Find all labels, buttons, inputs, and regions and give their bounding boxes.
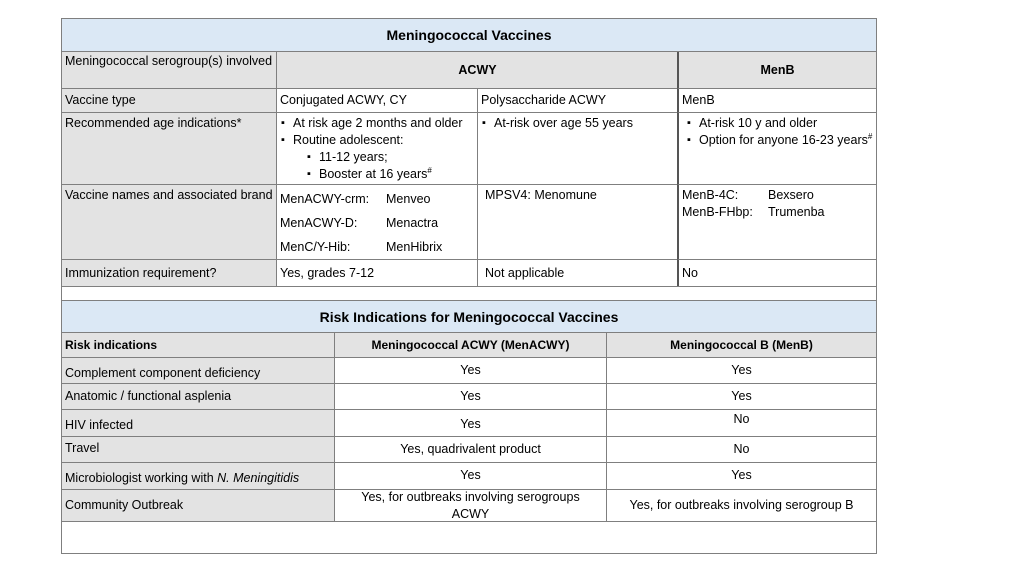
vaccine-name: MenACWY-crm:: [280, 192, 370, 206]
risk-header-indications: Risk indications: [62, 333, 334, 357]
vaccine-brand: Trumenba: [768, 205, 825, 219]
footnote-mark: #: [867, 131, 873, 141]
brand-row: [280, 211, 474, 235]
brand-row: [682, 187, 873, 204]
vaccine-names-polysaccharide: MPSV4: Menomune: [477, 184, 678, 259]
risk-acwy-outbreak: Yes, for outbreaks involving serogroups ACWY: [334, 489, 606, 522]
age-menb-item-2: [686, 132, 873, 149]
vaccine-name: MenB-4C:: [682, 188, 739, 202]
footnote-mark: #: [427, 165, 432, 175]
risk-menb-hiv: No: [606, 409, 876, 436]
vaccine-names-menb: [677, 184, 876, 259]
vaccine-type-conjugated: Conjugated ACWY, CY: [276, 88, 477, 112]
serogroup-label: Meningococcal serogroup(s) involved: [62, 52, 276, 88]
risk-menb-outbreak: Yes, for outbreaks involving serogroup B: [606, 489, 876, 522]
vaccine-type-label: Vaccine type: [62, 88, 276, 112]
vaccine-name: MenC/Y-Hib:: [280, 240, 351, 254]
immunization-label: Immunization requirement?: [62, 259, 276, 286]
risk-acwy-hiv: Yes: [334, 409, 606, 436]
risk-acwy-travel: Yes, quadrivalent product: [334, 436, 606, 462]
age-polysaccharide-item: ▪ At-risk over age 55 years: [481, 115, 675, 132]
risk-label-complement: Complement component deficiency: [62, 357, 334, 383]
risk-acwy-microbiologist: Yes: [334, 462, 606, 489]
age-conjugated-sub-2: [306, 166, 474, 183]
vaccine-name: MenACWY-D:: [280, 216, 358, 230]
table-separator: [62, 286, 876, 301]
risk-menb-asplenia: Yes: [606, 383, 876, 409]
vaccine-brand: Menactra: [386, 216, 439, 230]
age-menb-item-1: ▪ At-risk 10 y and older: [686, 115, 873, 132]
risk-label-hiv: HIV infected: [62, 409, 334, 436]
age-menb-item-2-text: Option for anyone 16-23 years: [699, 133, 868, 147]
age-conjugated: [276, 112, 477, 184]
risk-label-microbiologist-text: Microbiologist working with: [65, 471, 218, 485]
organism-name: N. Meningitidis: [217, 471, 300, 485]
risk-menb-complement: Yes: [606, 357, 876, 383]
menb-header: MenB: [677, 52, 876, 88]
vaccines-table-title: Meningococcal Vaccines: [62, 19, 876, 52]
brand-row: [280, 187, 474, 211]
age-conjugated-sub-1: ▪ 11-12 years;: [306, 149, 474, 166]
age-conjugated-sub-2-text: Booster at 16 years: [319, 167, 428, 181]
risk-label-microbiologist: [62, 462, 334, 489]
risk-label-asplenia: Anatomic / functional asplenia: [62, 383, 334, 409]
vaccine-type-polysaccharide: Polysaccharide ACWY: [477, 88, 678, 112]
risk-label-travel: Travel: [62, 436, 334, 462]
immunization-polysaccharide: Not applicable: [477, 259, 678, 286]
risk-header-acwy: Meningococcal ACWY (MenACWY): [334, 333, 606, 357]
age-polysaccharide: [477, 112, 678, 184]
brand-row: [280, 235, 474, 259]
age-conjugated-item-2-text: Routine adolescent:: [293, 133, 404, 147]
acwy-header: ACWY: [276, 52, 678, 88]
vaccine-names-label: Vaccine names and associated brand: [62, 184, 276, 259]
risk-acwy-complement: Yes: [334, 357, 606, 383]
vaccine-brand: Menveo: [386, 192, 431, 206]
risk-table-title: Risk Indications for Meningococcal Vaccines: [62, 301, 876, 333]
age-menb: [677, 112, 876, 184]
risk-header-menb: Meningococcal B (MenB): [606, 333, 876, 357]
risk-menb-travel: No: [606, 436, 876, 462]
age-conjugated-item-1: ▪ At risk age 2 months and older: [280, 115, 474, 132]
brand-row: [682, 204, 873, 221]
document-frame: [61, 18, 877, 554]
immunization-conjugated: Yes, grades 7-12: [276, 259, 477, 286]
vaccine-brand: MenHibrix: [386, 240, 443, 254]
risk-label-outbreak: Community Outbreak: [62, 489, 334, 522]
vaccine-names-conjugated: [276, 184, 477, 259]
vaccine-brand: Bexsero: [768, 188, 814, 202]
vaccine-type-menb: MenB: [677, 88, 876, 112]
age-indications-label: Recommended age indications*: [62, 112, 276, 184]
immunization-menb: No: [677, 259, 876, 286]
risk-acwy-asplenia: Yes: [334, 383, 606, 409]
age-conjugated-item-2: [280, 132, 474, 183]
vaccine-name: MenB-FHbp:: [682, 205, 753, 219]
risk-menb-microbiologist: Yes: [606, 462, 876, 489]
